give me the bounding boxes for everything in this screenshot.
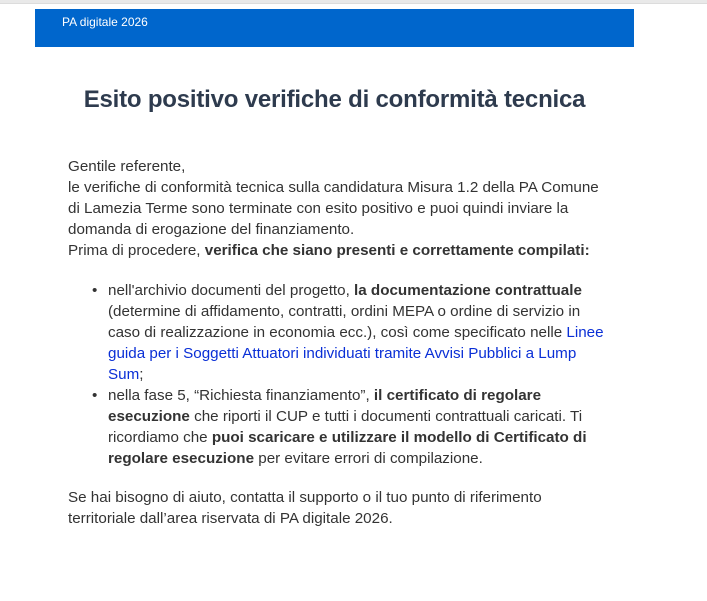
header-title: PA digitale 2026 xyxy=(62,15,148,29)
closing-paragraph: Se hai bisogno di aiuto, contatta il supporto o il tuo punto di riferimento territoriale dall’area riservata di PA digitale 2026. xyxy=(68,489,542,527)
list-item xyxy=(68,280,608,385)
list-item-text: ; xyxy=(139,366,144,383)
page-title: Esito positivo verifiche di conformità tecnica xyxy=(83,86,586,113)
instruction-bold-text: verifica che siano presenti e correttamente compilati: xyxy=(204,242,590,259)
header-bar xyxy=(35,9,634,47)
list-item-bold-text: il certificato di regolare esecuzione xyxy=(108,387,542,425)
guidelines-link[interactable]: Linee guida per i Soggetti Attuatori individuati tramite Avvisi Pubblici a Lump Sum xyxy=(108,324,604,383)
list-item-text: nella fase 5, “Richiesta finanziamento”, xyxy=(108,387,374,404)
instruction-text: Prima di procedere, xyxy=(68,242,205,259)
list-item xyxy=(68,385,608,469)
greeting: Gentile referente, xyxy=(68,158,186,175)
list-item-bold-text: puoi scaricare e utilizzare il modello di Certificato di regolare esecuzione xyxy=(108,429,587,467)
bullet-icon: • xyxy=(92,282,98,299)
top-border xyxy=(0,0,707,4)
list-item-text: nell'archivio documenti del progetto, xyxy=(108,282,355,299)
bullet-icon: • xyxy=(92,387,98,404)
intro-paragraph: le verifiche di conformità tecnica sulla candidatura Misura 1.2 della PA Comune di Lamezia Terme sono terminate con esito positivo e puoi quindi inviare la domanda di erogazione del finanziamento. xyxy=(68,179,599,238)
requirements-list xyxy=(68,280,608,469)
instruction-paragraph xyxy=(68,240,608,261)
message-body xyxy=(68,156,608,529)
list-item-bold-text: la documentazione contrattuale xyxy=(354,282,582,299)
list-item-text: che riporti il CUP e tutti i documenti contrattuali caricati. Ti ricordiamo che xyxy=(108,408,583,446)
list-item-text: (determine di affidamento, contratti, ordini MEPA o ordine di servizio in caso di realizzazione in economia ecc.), così come specificato nelle xyxy=(108,303,581,341)
list-item-text: per evitare errori di compilazione. xyxy=(254,450,483,467)
